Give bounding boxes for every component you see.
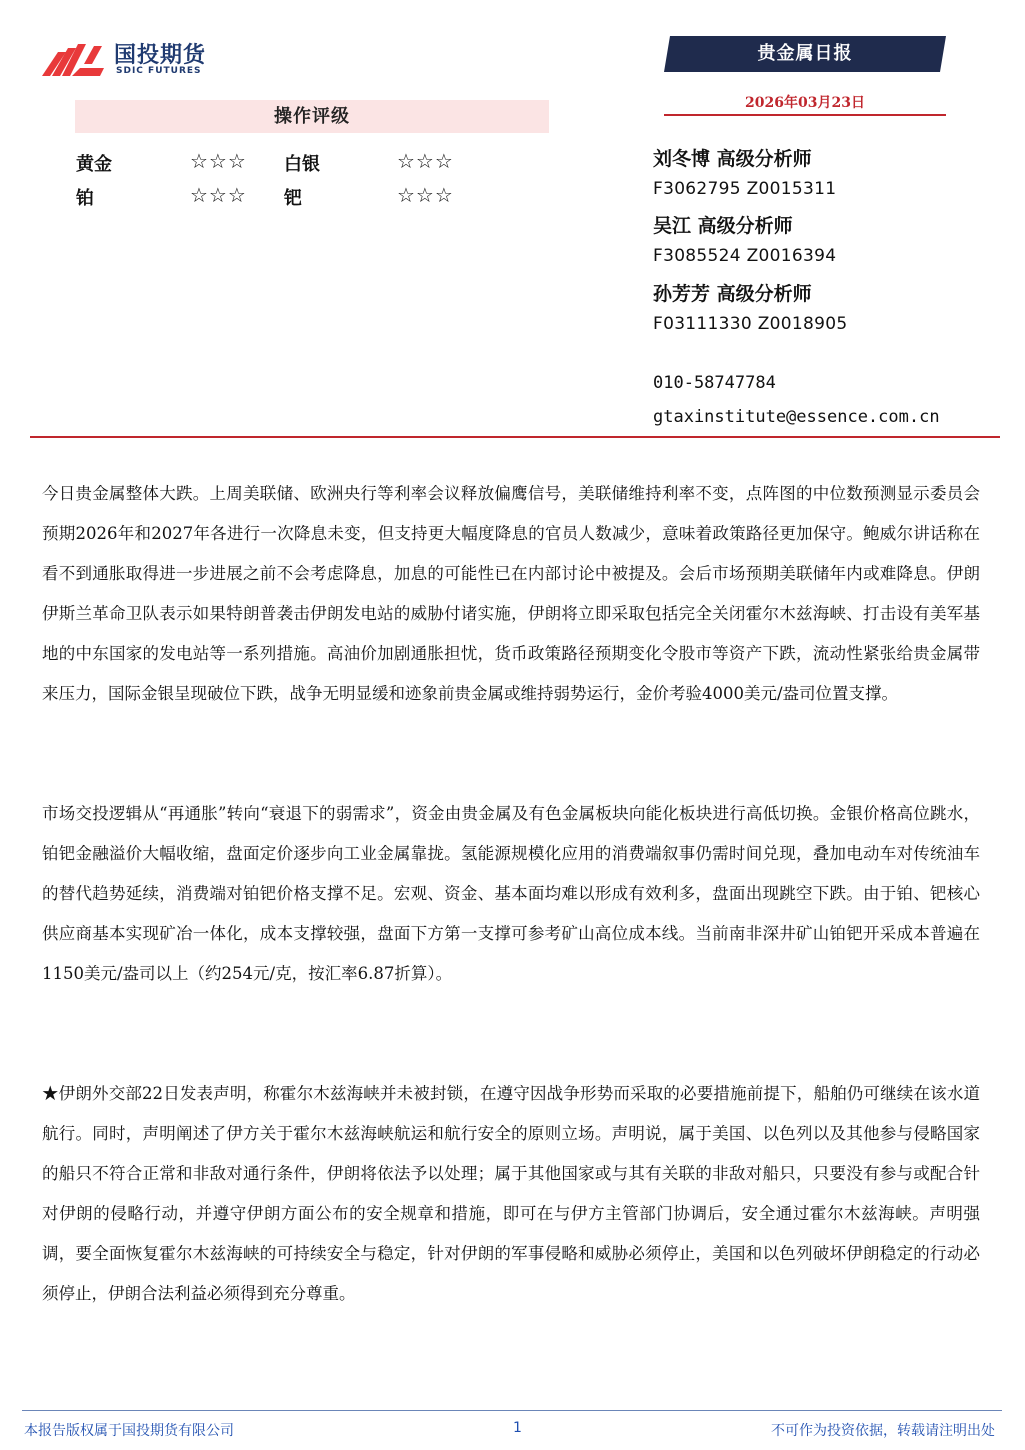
footer-disclaimer: 不可作为投资依据，转载请注明出处 xyxy=(771,1423,995,1439)
rating-metal-silver: 白银 xyxy=(284,154,320,175)
company-logo xyxy=(40,38,240,80)
rating-stars-silver: ☆☆☆ xyxy=(397,149,454,173)
header-divider xyxy=(30,436,1000,438)
page-number: 1 xyxy=(513,1420,522,1436)
analyst-name: 吴江 高级分析师 xyxy=(653,215,793,237)
analyst-name: 刘冬博 高级分析师 xyxy=(653,148,812,170)
analyst-license: F3085524 Z0016394 xyxy=(653,246,837,266)
report-type-banner xyxy=(664,36,946,72)
body-paragraph: 市场交投逻辑从“再通胀”转向“衰退下的弱需求”，资金由贵金属及有色金属板块向能化板块进行高低切换。金银价格高位跳水，铂钯金融溢价大幅收缩，盘面定价逐步向工业金属靠拢。氢能源规模化应用的消费端叙事仍需时间兑现，叠加电动车对传统油车的替代趋势延续，消费端对铂钯价格支撑不足。宏观、资金、基本面均难以形成有效利多，盘面出现跳空下跌。由于铂、钯核心供应商基本实现矿冶一体化，成本支撑较强，盘面下方第一支撑可参考矿山高位成本线。当前南非深井矿山铂钯开采成本普遍在1150美元/盎司以上（约254元/克，按汇率6.87折算）。 xyxy=(42,804,980,983)
date-underline xyxy=(664,114,946,116)
rating-title: 操作评级 xyxy=(75,100,549,133)
rating-stars-platinum: ☆☆☆ xyxy=(190,183,247,207)
analyst-license: F3062795 Z0015311 xyxy=(653,179,837,199)
rating-metal-gold: 黄金 xyxy=(76,154,112,175)
body-paragraph: ★伊朗外交部22日发表声明，称霍尔木兹海峡并未被封锁，在遵守因战争形势而采取的必要措施前提下，船舶仍可继续在该水道航行。同时，声明阐述了伊方关于霍尔木兹海峡航运和航行安全的原则立场。声明说，属于美国、以色列以及其他参与侵略国家的船只不符合正常和非敌对通行条件，伊朗将依法予以处理；属于其他国家或与其有关联的非敌对船只，只要没有参与或配合针对伊朗的侵略行动，并遵守伊朗方面公布的安全规章和措施，即可在与伊方主管部门协调后，安全通过霍尔木兹海峡。声明强调，要全面恢复霍尔木兹海峡的可持续安全与稳定，针对伊朗的军事侵略和威胁必须停止，美国和以色列破坏伊朗稳定的行动必须停止，伊朗合法利益必须得到充分尊重。 xyxy=(42,1084,980,1303)
contact-email[interactable]: gtaxinstitute@essence.com.cn xyxy=(653,407,940,427)
logo-name-en: SDIC FUTURES xyxy=(116,66,202,76)
analyst-license: F03111330 Z0018905 xyxy=(653,314,848,334)
body-paragraph: 今日贵金属整体大跌。上周美联储、欧洲央行等利率会议释放偏鹰信号，美联储维持利率不变，点阵图的中位数预测显示委员会预期2026年和2027年各进行一次降息未变，但支持更大幅度降息的官员人数减少，意味着政策路径更加保守。鲍威尔讲话称在看不到通胀取得进一步进展之前不会考虑降息，加息的可能性已在内部讨论中被提及。会后市场预期美联储年内或难降息。伊朗伊斯兰革命卫队表示如果特朗普袭击伊朗发电站的威胁付诸实施，伊朗将立即采取包括完全关闭霍尔木兹海峡、打击设有美军基地的中东国家的发电站等一系列措施。高油价加剧通胀担忧，货币政策路径预期变化令股市等资产下跌，流动性紧张给贵金属带来压力，国际金银呈现破位下跌，战争无明显缓和迹象前贵金属或维持弱势运行，金价考验4000美元/盎司位置支撑。 xyxy=(42,484,980,703)
logo-name-cn: 国投期货 xyxy=(114,43,207,68)
footer-divider xyxy=(22,1410,1002,1411)
rating-stars-palladium: ☆☆☆ xyxy=(397,183,454,207)
analyst-name: 孙芳芳 高级分析师 xyxy=(653,283,812,305)
footer-copyright: 本报告版权属于国投期货有限公司 xyxy=(24,1423,234,1439)
report-title: 贵金属日报 xyxy=(757,43,853,64)
contact-phone: 010-58747784 xyxy=(653,373,776,393)
logo-mark-icon xyxy=(40,42,106,78)
rating-stars-gold: ☆☆☆ xyxy=(190,149,247,173)
rating-metal-platinum: 铂 xyxy=(76,188,94,209)
report-date: 2026年03月23日 xyxy=(745,95,865,111)
rating-metal-palladium: 钯 xyxy=(284,188,302,209)
